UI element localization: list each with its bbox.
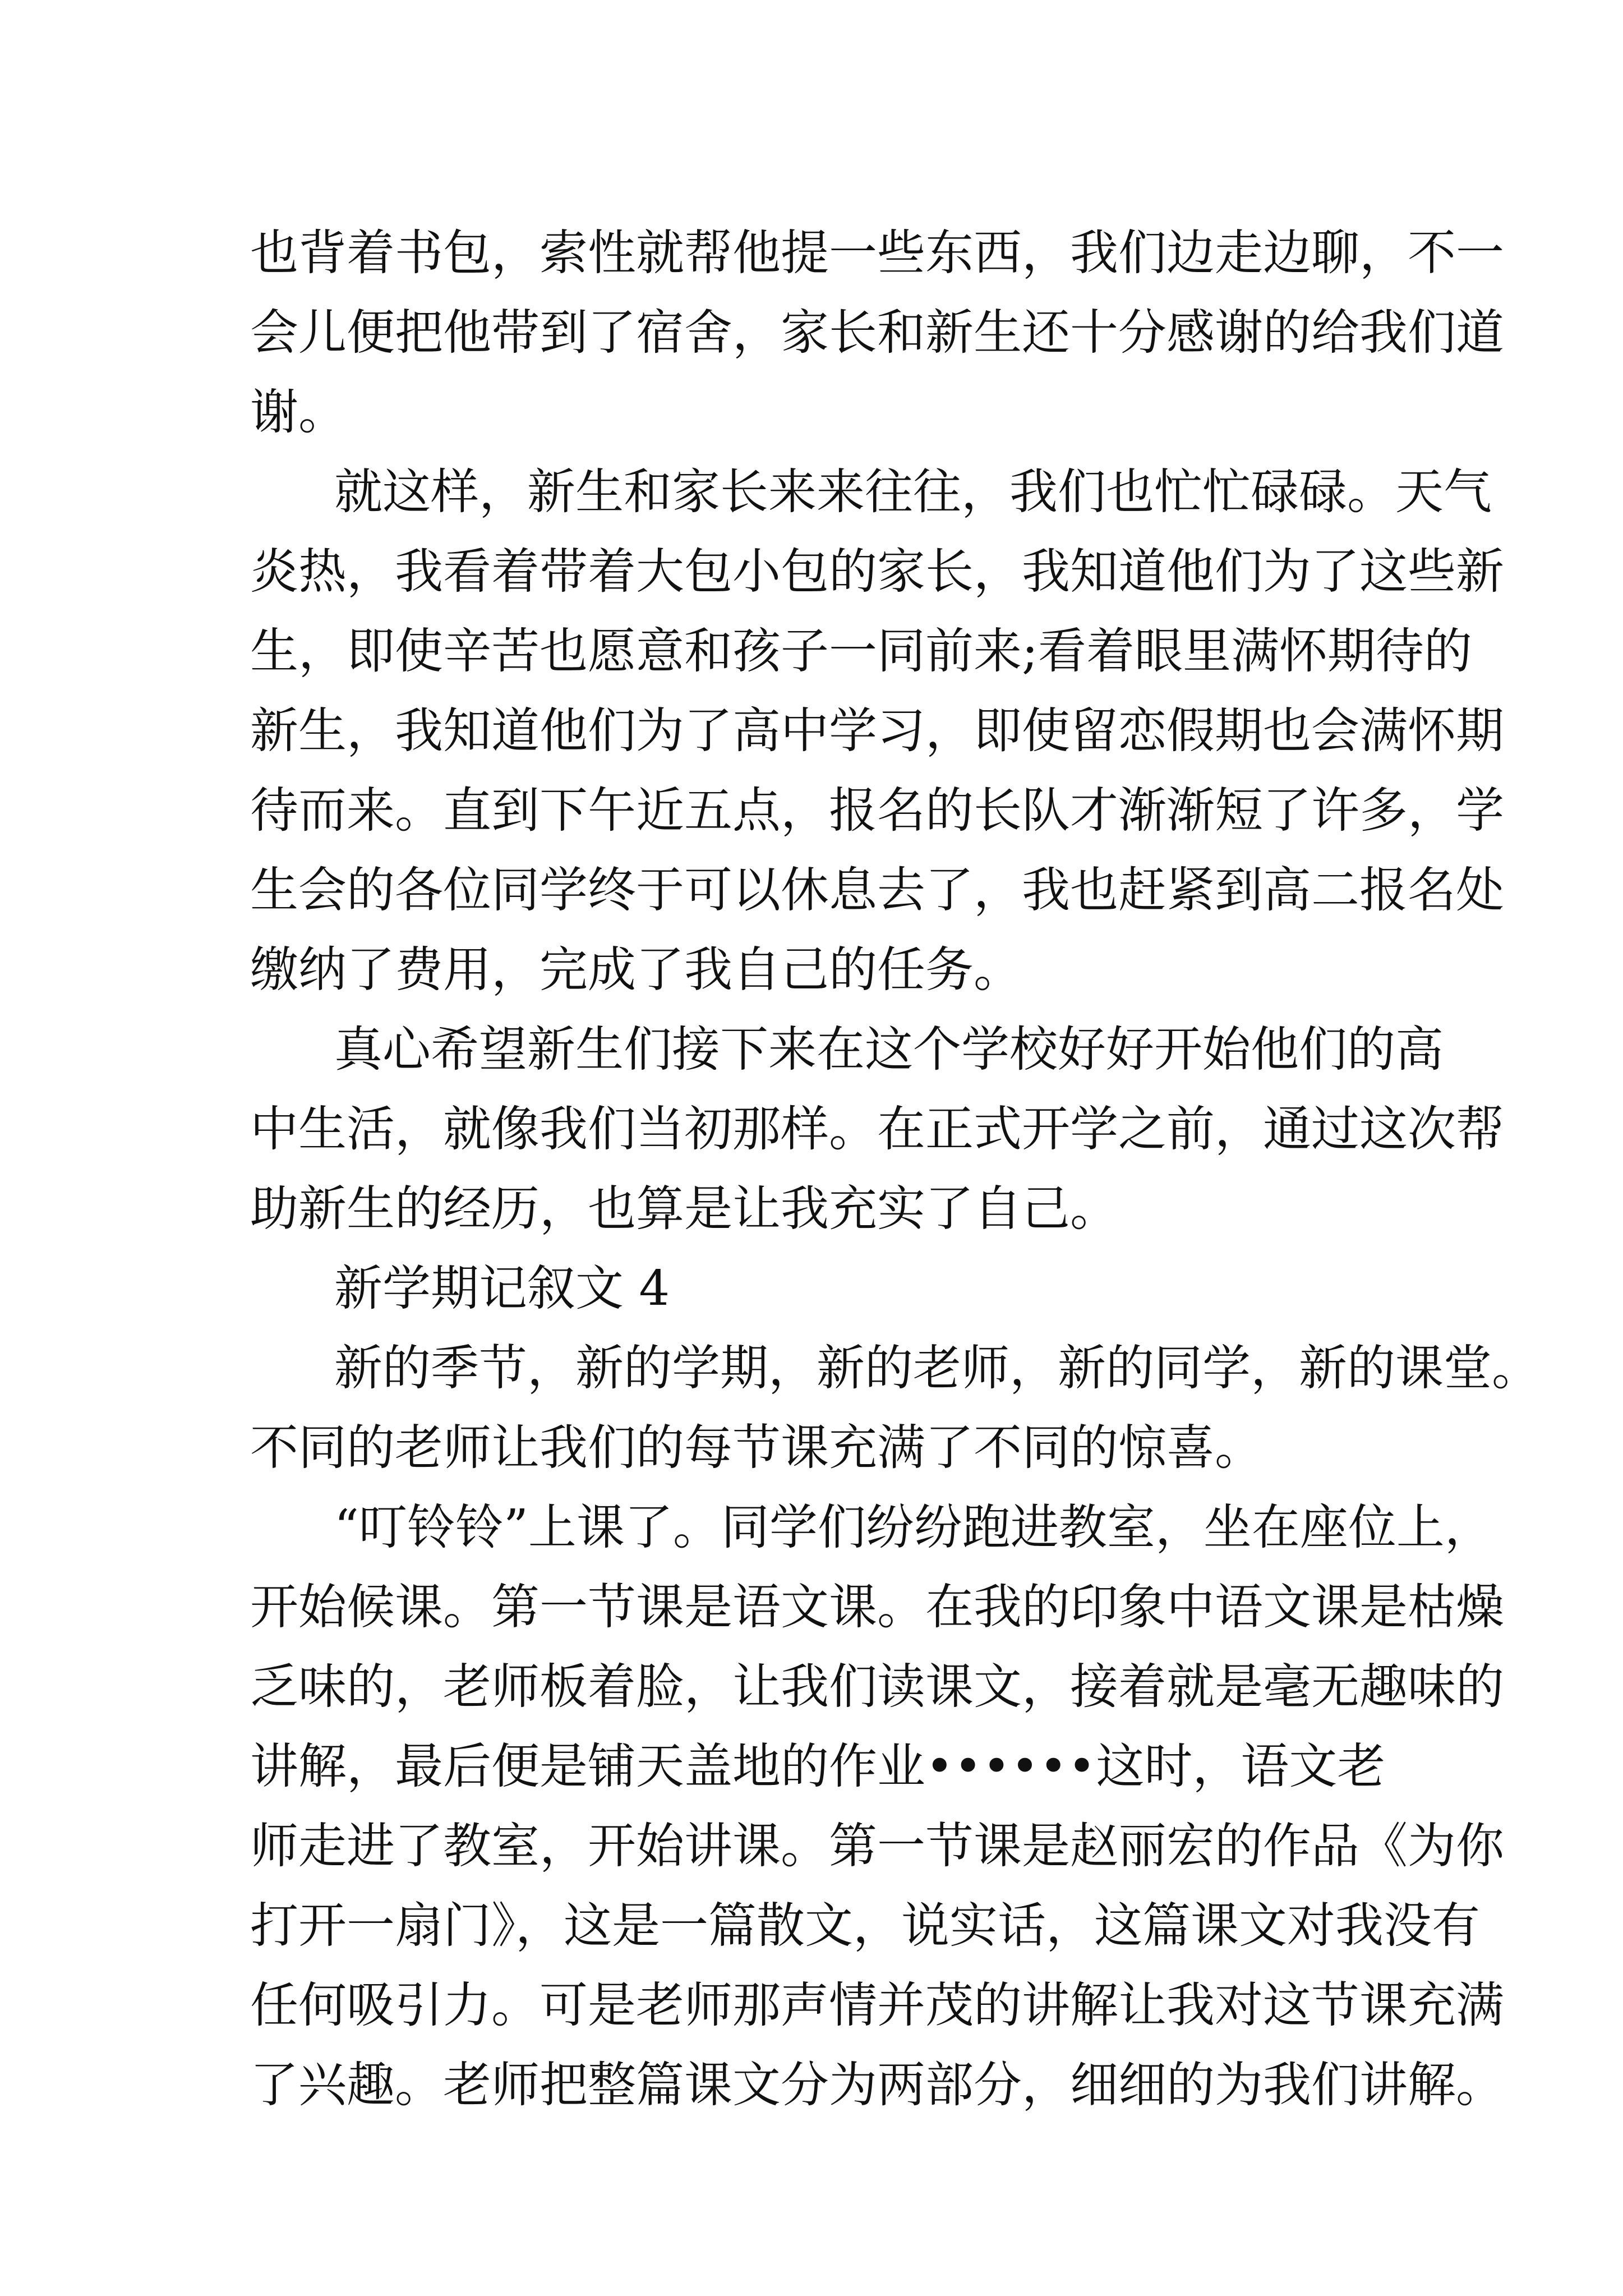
text-line: 会儿便把他带到了宿舍，家长和新生还十分感谢的给我们道 [250, 305, 1504, 361]
text-line: 缴纳了费用，完成了我自己的任务。 [250, 942, 1022, 998]
text-line: 打开一扇门》，这是一篇散文，说实话，这篇课文对我没有 [250, 1898, 1480, 1954]
text-line: 师走进了教室，开始讲课。第一节课是赵丽宏的作品《为你 [250, 1818, 1504, 1874]
text-line: 谢。 [250, 384, 347, 440]
text-line: 讲解，最后便是铺天盖地的作业••••••这时，语文老 [250, 1738, 1386, 1795]
text-line: 生会的各位同学终于可以休息去了，我也赶紧到高二报名处 [250, 862, 1504, 918]
text-line: 新学期记叙文 4 [334, 1260, 670, 1317]
text-line: 真心希望新生们接下来在这个学校好好开始他们的高 [334, 1022, 1444, 1078]
text-line: 新生，我知道他们为了高中学习，即使留恋假期也会满怀期 [250, 703, 1504, 759]
text-line: “叮铃铃”上课了。同学们纷纷跑进教室，坐在座位上， [334, 1499, 1493, 1556]
text-line: 了兴趣。老师把整篇课文分为两部分，细细的为我们讲解。 [250, 2057, 1504, 2113]
text-line: 开始候课。第一节课是语文课。在我的印象中语文课是枯燥 [250, 1579, 1504, 1635]
text-line: 新的季节，新的学期，新的老师，新的同学，新的课堂。 [334, 1340, 1540, 1396]
text-line: 不同的老师让我们的每节课充满了不同的惊喜。 [250, 1420, 1263, 1476]
text-line: 乏味的，老师板着脸，让我们读课文，接着就是毫无趣味的 [250, 1659, 1504, 1715]
document-body [250, 213, 1540, 2125]
text-line: 助新生的经历，也算是让我充实了自己。 [250, 1181, 1118, 1237]
text-line: 就这样，新生和家长来来往往，我们也忙忙碌碌。天气 [334, 464, 1492, 520]
text-line: 炎热，我看着带着大包小包的家长，我知道他们为了这些新 [250, 544, 1504, 600]
text-line: 任何吸引力。可是老师那声情并茂的讲解让我对这节课充满 [250, 1977, 1504, 2033]
text-line: 中生活，就像我们当初那样。在正式开学之前，通过这次帮 [250, 1101, 1504, 1157]
text-line: 生，即使辛苦也愿意和孩子一同前来;看着眼里满怀期待的 [250, 623, 1472, 679]
text-line: 也背着书包，索性就帮他提一些东西，我们边走边聊，不一 [250, 225, 1504, 281]
text-line: 待而来。直到下午近五点，报名的长队才渐渐短了许多，学 [250, 783, 1504, 839]
